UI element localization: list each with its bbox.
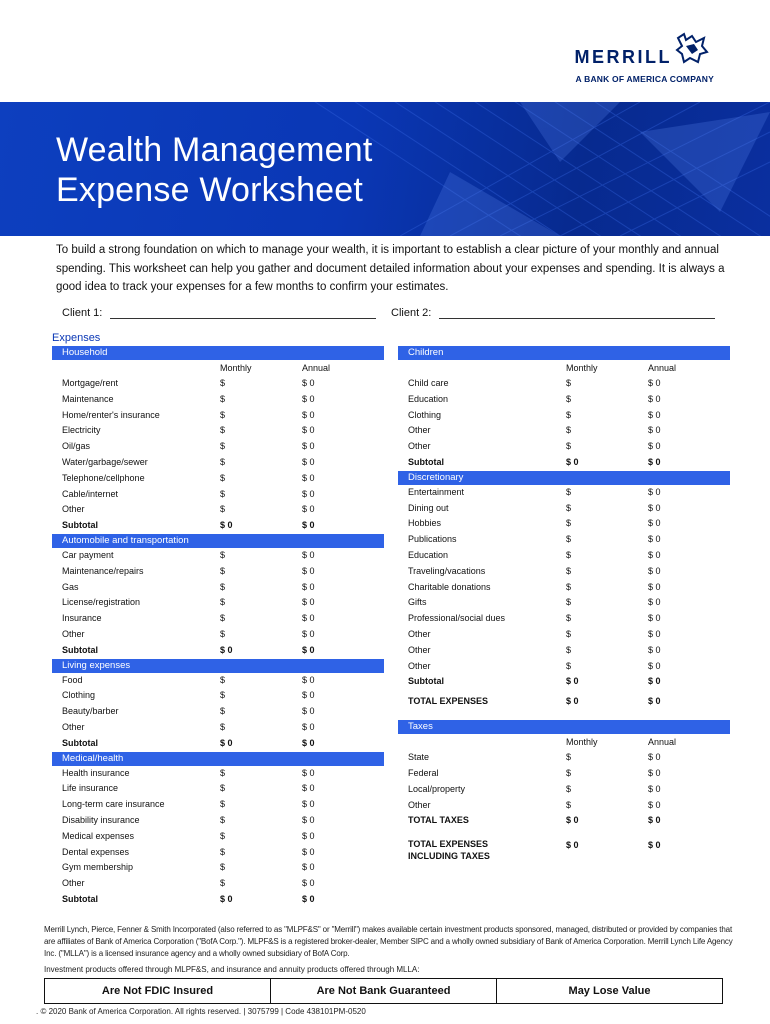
annual-value[interactable]: $ 0: [302, 830, 315, 841]
row-label: Other: [408, 425, 431, 436]
monthly-value[interactable]: $ 0: [220, 893, 233, 904]
auto-header: Automobile and transportation: [52, 534, 384, 548]
row-label: Other: [408, 441, 431, 452]
monthly-value[interactable]: $ 0: [566, 696, 579, 707]
expense-row: [52, 376, 384, 392]
monthly-value[interactable]: $: [220, 378, 226, 388]
monthly-value[interactable]: $: [566, 644, 572, 655]
client1-field[interactable]: [62, 307, 376, 319]
annual-value[interactable]: $ 0: [648, 613, 661, 624]
row-label: Car payment: [62, 549, 114, 560]
expense-row: [398, 376, 730, 392]
annual-value[interactable]: $ 0: [302, 393, 315, 404]
row-label: Entertainment: [408, 486, 465, 497]
row-label: Dining out: [408, 502, 449, 513]
annual-value[interactable]: $ 0: [648, 660, 661, 671]
title-line-2: Expense Worksheet: [56, 171, 364, 209]
expense-row: [398, 408, 730, 424]
expense-row: [52, 860, 384, 876]
monthly-value[interactable]: $: [220, 674, 226, 685]
expense-row: [52, 548, 384, 564]
row-label: Water/garbage/sewer: [62, 456, 148, 467]
expense-row: [52, 611, 384, 627]
expense-row: [398, 580, 730, 596]
merrill-logo: [534, 30, 714, 84]
annual-value[interactable]: $ 0: [648, 581, 661, 592]
annual-value[interactable]: $ 0: [648, 815, 661, 826]
row-label: Professional/social dues: [408, 613, 506, 624]
monthly-value[interactable]: $: [566, 660, 572, 671]
row-label: TOTAL EXPENSES: [408, 696, 489, 707]
row-label: Disability insurance: [62, 814, 140, 825]
monthly-value[interactable]: $ 0: [566, 840, 579, 851]
annual-value[interactable]: $ 0: [648, 502, 661, 513]
expense-row: [52, 813, 384, 829]
title-line-1: Wealth Management: [56, 131, 373, 169]
subtotal-row: [52, 643, 384, 659]
expense-row: [52, 781, 384, 797]
monthly-value[interactable]: $: [566, 581, 572, 592]
row-label: Subtotal: [408, 456, 444, 467]
monthly-value[interactable]: $: [220, 565, 226, 576]
annual-value[interactable]: $ 0: [302, 737, 315, 748]
expense-row: [52, 797, 384, 813]
annual-value[interactable]: $ 0: [648, 534, 661, 545]
annual-value[interactable]: $ 0: [302, 628, 315, 639]
row-label: Clothing: [408, 409, 442, 420]
row-label: Subtotal: [408, 676, 444, 687]
monthly-value[interactable]: $: [566, 752, 572, 763]
annual-value[interactable]: $ 0: [302, 504, 315, 515]
annual-header: Annual: [302, 363, 331, 373]
row-label: Maintenance/repairs: [62, 565, 144, 576]
monthly-value[interactable]: $: [220, 767, 226, 778]
annual-value[interactable]: $ 0: [302, 581, 315, 592]
row-label: Insurance: [62, 613, 102, 624]
annual-value[interactable]: $ 0: [648, 441, 661, 452]
auto-rows: [52, 548, 384, 659]
client2-label: Client 2:: [391, 307, 432, 319]
expense-row: [52, 704, 384, 720]
annual-value[interactable]: $ 0: [302, 674, 315, 685]
client2-field[interactable]: [391, 307, 715, 319]
row-label: Maintenance: [62, 393, 114, 404]
annual-value[interactable]: $ 0: [648, 628, 661, 639]
monthly-value[interactable]: $: [220, 846, 226, 857]
monthly-value[interactable]: $: [566, 486, 572, 497]
monthly-value[interactable]: $: [566, 783, 572, 794]
annual-value[interactable]: $ 0: [302, 549, 315, 560]
expense-row: [52, 439, 384, 455]
annual-value[interactable]: $ 0: [648, 565, 661, 576]
annual-value[interactable]: $ 0: [648, 696, 661, 707]
monthly-value[interactable]: $: [220, 613, 226, 624]
taxes-rows: [398, 750, 730, 813]
annual-value[interactable]: $ 0: [302, 472, 315, 483]
expense-row: [52, 688, 384, 704]
monthly-value[interactable]: $ 0: [220, 644, 233, 655]
monthly-value[interactable]: $: [566, 441, 572, 452]
annual-value[interactable]: $ 0: [648, 840, 661, 851]
monthly-value[interactable]: $: [566, 393, 572, 404]
row-label: Electricity: [62, 425, 101, 436]
children-column-headers: [398, 360, 730, 376]
expense-row: [52, 471, 384, 487]
page-title: [56, 130, 373, 210]
expense-row: [52, 487, 384, 503]
fdic-item-may-lose-value: May Lose Value: [568, 985, 651, 997]
brand-name: MERRILL: [574, 47, 672, 67]
row-label: Other: [408, 799, 431, 810]
annual-value[interactable]: $ 0: [302, 644, 315, 655]
client2-line[interactable]: [439, 307, 715, 319]
client1-line[interactable]: [110, 307, 376, 319]
expense-row: [398, 501, 730, 517]
expense-row: [52, 580, 384, 596]
annual-value[interactable]: $ 0: [302, 441, 315, 452]
annual-value[interactable]: $ 0: [648, 393, 661, 404]
row-label: Gas: [62, 581, 79, 592]
annual-value[interactable]: $ 0: [302, 409, 315, 420]
row-label: Oil/gas: [62, 441, 91, 452]
annual-value[interactable]: $ 0: [302, 721, 315, 732]
monthly-value[interactable]: $: [220, 690, 226, 701]
row-label: Cable/internet: [62, 488, 119, 499]
annual-value[interactable]: $ 0: [302, 893, 315, 904]
expense-row: [52, 502, 384, 518]
monthly-value[interactable]: $: [220, 721, 226, 732]
row-label: Other: [62, 504, 85, 515]
copyright-text: . © 2020 Bank of America Corporation. All rights reserved. | 3075799 | Code 438101PM-0520: [36, 1007, 366, 1016]
left-column: [52, 346, 384, 908]
row-label: Other: [408, 660, 431, 671]
annual-value[interactable]: $ 0: [648, 486, 661, 497]
expense-row: [52, 408, 384, 424]
expense-row: [52, 829, 384, 845]
subtotal-row: [398, 455, 730, 471]
expense-row: [52, 564, 384, 580]
row-label: Other: [62, 721, 85, 732]
row-label: Federal: [408, 767, 439, 778]
monthly-value[interactable]: $: [220, 862, 226, 873]
row-label: Education: [408, 549, 449, 560]
monthly-value[interactable]: $: [566, 518, 572, 529]
monthly-value[interactable]: $: [220, 628, 226, 639]
subtotal-row: [52, 892, 384, 908]
expense-row: [52, 673, 384, 689]
monthly-value[interactable]: $ 0: [220, 737, 233, 748]
intro-text: To build a strong foundation on which to manage your wealth, it is important to establish a clear picture of your monthly and annual spending. This worksheet can help you gather and document detailed information about your expenses and spending. It is always a good idea to track your expenses for a few months to confirm your estimates.: [56, 244, 725, 293]
annual-value[interactable]: $ 0: [302, 706, 315, 717]
expense-row: [398, 439, 730, 455]
children-header: Children: [398, 346, 730, 360]
monthly-header: Monthly: [566, 737, 598, 748]
monthly-value[interactable]: $: [566, 409, 572, 420]
monthly-value[interactable]: $: [220, 504, 226, 515]
annual-value[interactable]: $ 0: [648, 597, 661, 608]
household-rows: [52, 376, 384, 534]
annual-header: Annual: [648, 737, 677, 748]
subtotal-row: [52, 736, 384, 752]
row-label: Gifts: [408, 597, 427, 608]
annual-value[interactable]: $ 0: [648, 549, 661, 560]
annual-value[interactable]: $ 0: [648, 783, 661, 794]
monthly-header: Monthly: [220, 363, 252, 373]
annual-value[interactable]: $ 0: [302, 878, 315, 889]
monthly-value[interactable]: $: [220, 409, 226, 420]
row-label: Other: [408, 628, 431, 639]
fdic-item-not-insured: Are Not FDIC Insured: [45, 979, 271, 1003]
monthly-value[interactable]: $ 0: [566, 456, 579, 467]
monthly-value[interactable]: $: [220, 488, 226, 499]
annual-value[interactable]: $ 0: [302, 613, 315, 624]
expense-row: [52, 392, 384, 408]
annual-value[interactable]: $ 0: [648, 799, 661, 810]
discretionary-rows: [398, 485, 730, 690]
expense-row: [398, 423, 730, 439]
annual-value[interactable]: $ 0: [302, 799, 315, 810]
expense-row: [52, 720, 384, 736]
expense-row: [398, 485, 730, 501]
row-label: State: [408, 752, 430, 763]
monthly-value[interactable]: $: [566, 628, 572, 639]
row-label: Dental expenses: [62, 846, 130, 857]
annual-value[interactable]: $ 0: [648, 752, 661, 763]
taxes-header: Taxes: [398, 720, 730, 734]
expense-row: [52, 595, 384, 611]
expense-row: [52, 766, 384, 782]
expense-row: [398, 798, 730, 814]
household-header: Household: [52, 346, 384, 360]
column-headers: [52, 360, 384, 376]
annual-value[interactable]: $ 0: [648, 518, 661, 529]
annual-value[interactable]: $ 0: [302, 597, 315, 608]
annual-value[interactable]: $ 0: [648, 676, 661, 687]
row-label: Telephone/cellphone: [62, 472, 145, 483]
monthly-value[interactable]: $: [566, 799, 572, 810]
total-expenses-row: [398, 690, 730, 712]
expense-row: [398, 782, 730, 798]
expense-row: [52, 876, 384, 892]
annual-value[interactable]: $ 0: [648, 425, 661, 436]
monthly-value[interactable]: $: [566, 502, 572, 513]
annual-value[interactable]: $ 0: [302, 425, 315, 436]
monthly-value[interactable]: $: [220, 549, 226, 560]
row-label: Clothing: [62, 690, 96, 701]
expense-row: [398, 766, 730, 782]
row-label: Long-term care insurance: [62, 799, 165, 810]
monthly-value[interactable]: $: [566, 767, 572, 778]
row-label: Local/property: [408, 783, 466, 794]
annual-value[interactable]: $ 0: [302, 565, 315, 576]
row-label: Mortgage/rent: [62, 378, 119, 388]
monthly-value[interactable]: $ 0: [566, 676, 579, 687]
row-label: Other: [408, 644, 431, 655]
expense-row: [398, 595, 730, 611]
monthly-value[interactable]: $: [220, 472, 226, 483]
monthly-value[interactable]: $: [566, 378, 572, 388]
annual-value[interactable]: $ 0: [302, 814, 315, 825]
annual-value[interactable]: $ 0: [302, 520, 315, 531]
annual-value[interactable]: $ 0: [648, 378, 661, 388]
monthly-value[interactable]: $: [220, 581, 226, 592]
monthly-value[interactable]: $: [566, 425, 572, 436]
row-label: Traveling/vacations: [408, 565, 486, 576]
expense-row: [398, 750, 730, 766]
row-label: Subtotal: [62, 737, 98, 748]
total-taxes-row: [398, 813, 730, 829]
annual-value[interactable]: $ 0: [648, 767, 661, 778]
taxes-column-headers: [398, 734, 730, 750]
monthly-value[interactable]: $ 0: [566, 815, 579, 826]
expense-row: [398, 392, 730, 408]
monthly-value[interactable]: $: [566, 613, 572, 624]
medical-rows: [52, 766, 384, 908]
monthly-value[interactable]: $: [220, 878, 226, 889]
monthly-value[interactable]: $: [220, 814, 226, 825]
monthly-value[interactable]: $: [566, 534, 572, 545]
fdic-item-not-guaranteed: Are Not Bank Guaranteed: [271, 979, 497, 1003]
expense-row: [52, 627, 384, 643]
fdic-box: [44, 978, 723, 1004]
grand-total-row: [398, 835, 730, 863]
annual-header: Annual: [648, 363, 677, 373]
expenses-heading: Expenses: [52, 332, 101, 344]
monthly-value[interactable]: $: [220, 830, 226, 841]
annual-value[interactable]: $ 0: [648, 644, 661, 655]
expense-row: [398, 611, 730, 627]
annual-value[interactable]: $ 0: [302, 862, 315, 873]
annual-value[interactable]: $ 0: [302, 846, 315, 857]
row-label: Subtotal: [62, 893, 98, 904]
monthly-value[interactable]: $: [220, 456, 226, 467]
annual-value[interactable]: $ 0: [302, 783, 315, 794]
annual-value[interactable]: $ 0: [302, 378, 315, 388]
expense-row: [398, 643, 730, 659]
row-label: Food: [62, 674, 83, 685]
row-label: Subtotal: [62, 520, 98, 531]
children-rows: [398, 376, 730, 471]
annual-value[interactable]: $ 0: [648, 456, 661, 467]
row-label: Other: [62, 878, 85, 889]
annual-value[interactable]: $ 0: [302, 488, 315, 499]
monthly-value[interactable]: $: [566, 549, 572, 560]
monthly-value[interactable]: $: [220, 799, 226, 810]
row-label: Child care: [408, 378, 449, 388]
expense-row: [52, 423, 384, 439]
grand-label-line2: INCLUDING TAXES: [408, 851, 490, 862]
expense-row: [52, 455, 384, 471]
monthly-value[interactable]: $: [220, 783, 226, 794]
row-label: Subtotal: [62, 644, 98, 655]
subtotal-row: [398, 674, 730, 690]
discretionary-header: Discretionary: [398, 471, 730, 485]
bull-icon: [674, 30, 710, 66]
row-label: Other: [62, 628, 85, 639]
row-label: Health insurance: [62, 767, 130, 778]
row-label: Publications: [408, 534, 457, 545]
monthly-value[interactable]: $: [220, 597, 226, 608]
annual-value[interactable]: $ 0: [302, 456, 315, 467]
monthly-value[interactable]: $ 0: [220, 520, 233, 531]
brand-tagline: A BANK OF AMERICA COMPANY: [575, 74, 714, 84]
monthly-value[interactable]: $: [566, 565, 572, 576]
annual-value[interactable]: $ 0: [302, 690, 315, 701]
row-label: Hobbies: [408, 518, 442, 529]
disclosure-text: Merrill Lynch, Pierce, Fenner & Smith Incorporated (also referred to as "MLPF&S" or "Merrill") makes available certain investment products sponsored, managed, distributed or provided by companies that are affiliates of Bank of America Corporation ("BofA Corp."). MLPF&S is a registered broker-dealer, Member SIPC and a wholly owned subsidiary of Bank of America Corporation. Merrill Lynch Life Agency Inc. ("MLLA") is a licensed insurance agency and a wholly owned subsidiary of BofA Corp.: [44, 925, 733, 958]
row-label: TOTAL TAXES: [408, 815, 469, 826]
expense-row: [398, 627, 730, 643]
monthly-value[interactable]: $: [220, 441, 226, 452]
row-label: Beauty/barber: [62, 706, 119, 717]
monthly-value[interactable]: $: [220, 393, 226, 404]
expense-row: [398, 516, 730, 532]
grand-label-line1: TOTAL EXPENSES: [408, 839, 489, 850]
monthly-value[interactable]: $: [220, 706, 226, 717]
expense-row: [52, 845, 384, 861]
annual-value[interactable]: $ 0: [302, 767, 315, 778]
row-label: Medical expenses: [62, 830, 135, 841]
monthly-value[interactable]: $: [566, 597, 572, 608]
living-rows: [52, 673, 384, 752]
expense-row: [398, 564, 730, 580]
expense-row: [398, 532, 730, 548]
row-label: Education: [408, 393, 449, 404]
right-column: [398, 346, 730, 863]
subtotal-row: [52, 518, 384, 534]
living-header: Living expenses: [52, 659, 384, 673]
monthly-value[interactable]: $: [220, 425, 226, 436]
client1-label: Client 1:: [62, 307, 103, 319]
offered-text: Investment products offered through MLPF&S, and insurance and annuity products offered through MLLA:: [44, 965, 420, 974]
row-label: License/registration: [62, 597, 141, 608]
annual-value[interactable]: $ 0: [648, 409, 661, 420]
row-label: Gym membership: [62, 862, 134, 873]
row-label: Home/renter's insurance: [62, 409, 160, 420]
row-label: Charitable donations: [408, 581, 491, 592]
expense-row: [398, 548, 730, 564]
row-label: Life insurance: [62, 783, 119, 794]
expense-row: [398, 659, 730, 675]
medical-header: Medical/health: [52, 752, 384, 766]
monthly-header: Monthly: [566, 363, 598, 373]
row-label: [408, 838, 490, 862]
